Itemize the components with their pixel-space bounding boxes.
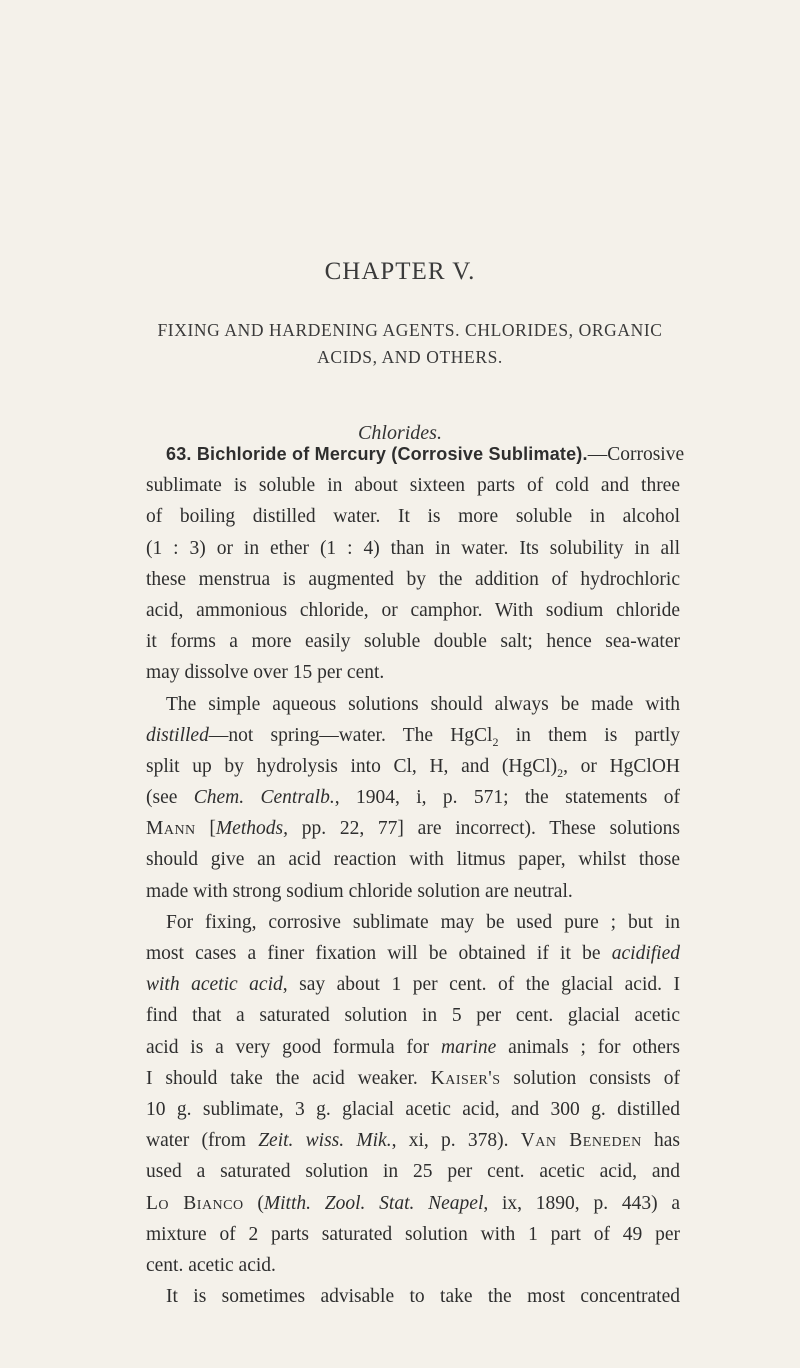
text-run: split up by hydrolysis into Cl, H, and (HgCl) (146, 755, 558, 777)
text-run: , say about 1 per cent. of the glacial acid. I (282, 974, 680, 996)
text-run: it forms a more easily soluble double salt; hence sea-water (146, 631, 680, 653)
text-run: The simple aqueous solutions should always be made with (166, 693, 680, 715)
text-run: animals ; for others (496, 1036, 680, 1058)
text-run: find that a saturated solution in 5 per cent. glacial acetic (146, 1005, 680, 1027)
text-run: may dissolve over 15 per cent. (146, 662, 385, 684)
entry-heading: Bichloride of Mercury (Corrosive Sublimate). (196, 444, 588, 464)
text-line (146, 533, 680, 564)
text-line (146, 1156, 680, 1187)
author-name: Lo Bianco (146, 1192, 244, 1214)
italic-text: with acetic acid (146, 974, 283, 996)
text-line (146, 1094, 680, 1125)
text-line (146, 564, 680, 595)
text-run: , xi, p. 378). (391, 1130, 521, 1152)
italic-text: distilled (146, 724, 209, 746)
text-line (146, 1000, 680, 1031)
text-run: , 1904, i, p. 571; the statements of (334, 787, 680, 809)
text-run: should give an acid reaction with litmus paper, whilst those (146, 849, 680, 871)
text-line (146, 844, 680, 875)
text-line (146, 470, 680, 501)
text-line (146, 751, 680, 782)
text-run: made with strong sodium chloride solution are neutral. (146, 880, 573, 902)
text-run: , or HgClOH (563, 755, 681, 777)
italic-text: Chem. Centralb. (193, 787, 335, 809)
text-line (146, 1219, 680, 1250)
text-run: It is sometimes advisable to take the most concentrated (166, 1286, 680, 1308)
subscript: 2 (557, 765, 564, 780)
italic-text: Methods, (215, 818, 288, 840)
text-line (146, 657, 680, 688)
text-run: , ix, 1890, p. 443) a (483, 1192, 680, 1214)
text-run: acid is a very good formula for (146, 1036, 441, 1058)
text-run: For fixing, corrosive sublimate may be used pure ; but in (166, 911, 680, 933)
text-line (146, 501, 680, 532)
text-run: ( (243, 1192, 264, 1214)
text-run: —not spring—water. The HgCl (208, 724, 493, 746)
text-line (146, 1063, 680, 1094)
text-run: these menstrua is augmented by the addition of hydrochloric (146, 568, 680, 590)
text-line (146, 813, 680, 844)
text-line (146, 938, 680, 969)
text-line (146, 876, 680, 907)
author-name: Kaiser's (430, 1067, 501, 1089)
italic-text: acidified (611, 943, 680, 964)
text-run: (see (146, 787, 194, 809)
text-run: (1 : 3) or in ether (1 : 4) than in water. Its solubility in all (146, 537, 680, 559)
text-line (146, 689, 680, 720)
entry-number: 63. (166, 444, 197, 464)
chapter-title: CHAPTER V. (324, 258, 476, 285)
text-run: sublimate is soluble in about sixteen parts of cold and three (146, 475, 680, 497)
text-run: —Corrosive (587, 444, 685, 465)
text-line (146, 439, 685, 470)
text-run: mixture of 2 parts saturated solution with 1 part of 49 per (146, 1223, 680, 1245)
text-line (146, 1281, 680, 1312)
text-run: cent. acetic acid. (146, 1254, 276, 1276)
text-run: I should take the acid weaker. (146, 1067, 431, 1089)
text-run: 10 g. sublimate, 3 g. glacial acetic acid, and 300 g. distilled (146, 1098, 680, 1120)
text-line (146, 1032, 680, 1063)
text-line (146, 969, 680, 1000)
text-run: has (641, 1130, 681, 1152)
text-line (146, 595, 680, 626)
text-line (146, 782, 680, 813)
text-run: acid, ammonious chloride, or camphor. With sodium chloride (146, 599, 680, 621)
text-line (146, 720, 680, 751)
italic-text: Mitth. Zool. Stat. Neapel (263, 1192, 484, 1214)
italic-text: Zeit. wiss. Mik. (258, 1130, 392, 1152)
text-run: most cases a finer fixation will be obtained if it be (146, 943, 612, 964)
text-line (146, 1250, 680, 1281)
text-run: pp. 22, 77] are incorrect). These solutions (287, 818, 681, 840)
section-title: Chlorides. (358, 422, 442, 444)
text-line (146, 907, 680, 938)
text-run: in them is partly (498, 724, 680, 746)
text-line (146, 1125, 680, 1156)
chapter-subtitle: FIXING AND HARDENING AGENTS. CHLORIDES, ORGANIC ACIDS, AND OTHERS. (157, 320, 663, 367)
body-text (146, 439, 685, 1312)
text-line (146, 626, 680, 657)
subscript: 2 (492, 734, 499, 749)
italic-text: marine (441, 1036, 497, 1058)
text-run: [ (195, 818, 216, 840)
text-run: solution consists of (500, 1067, 681, 1089)
text-run: of boiling distilled water. It is more soluble in alcohol (146, 506, 680, 528)
text-run: used a saturated solution in 25 per cent. acetic acid, and (146, 1161, 680, 1183)
text-run: water (from (146, 1130, 259, 1152)
text-line (146, 1188, 680, 1219)
author-name: Van Beneden (520, 1130, 642, 1152)
author-name: Mann (146, 818, 196, 840)
